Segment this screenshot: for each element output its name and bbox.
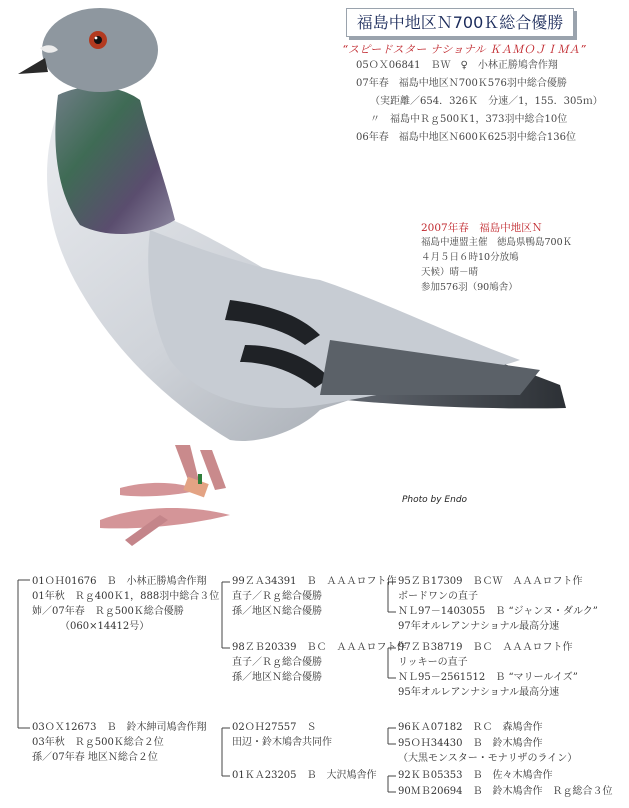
record-line: 07年春 福島中地区Ｎ700Ｋ576羽中総合優勝 bbox=[356, 78, 567, 89]
record-line: 〃 福島中Ｒｇ500Ｋ1，373羽中総合10位 bbox=[370, 114, 568, 125]
race-detail: ４月５日６時10分放鳩 bbox=[421, 252, 519, 263]
photo-credit: Photo by Endo bbox=[402, 495, 468, 505]
race-detail: 参加576羽（90鳩舎） bbox=[421, 282, 518, 293]
dds-info: 92ＫＢ05353 Ｂ 佐々木鳩舎作 bbox=[398, 770, 553, 781]
sdd-info: ＮＬ95－2561512 Ｂ “マリールイズ” 95年オルレアンナショナル最高分速 bbox=[398, 672, 578, 698]
race-detail: 天候）晴－晴 bbox=[421, 267, 479, 278]
ddd-info: 90ＭＢ20694 Ｂ 鈴木鳩舎作 Ｒｇ総合３位 bbox=[398, 786, 613, 797]
ssd-info: ＮＬ97－1403055 Ｂ “ジャンヌ・ダルク” 97年オルレアンナショナル最高分速 bbox=[398, 606, 598, 632]
record-line: 05ＯＸ06841 ＢＷ ♀ 小林正勝鳩舎作翔 bbox=[356, 60, 558, 71]
record-line: （実距離／654．326Ｋ 分速／1，155．305ｍ） bbox=[370, 96, 603, 107]
sss-info: 95ＺＢ17309 ＢＣＷ ＡＡＡロフト作 ボードワンの直子 bbox=[398, 576, 583, 602]
race-title: 2007年春 福島中地区Ｎ bbox=[421, 222, 543, 234]
dam-info: 03ＯＸ12673 Ｂ 鈴木紳司鳩舎作翔 03年秋 Ｒｇ500Ｋ総合２位 孫／07年春 地区Ｎ総合２位 bbox=[32, 722, 207, 763]
bird-name: “スピードスター ナショナル ＫＡＭＯＪＩＭＡ” bbox=[342, 43, 587, 56]
dam-dam-info: 01ＫＡ23205 Ｂ 大沢鳩舎作 bbox=[232, 770, 377, 781]
record-line: 06年春 福島中地区Ｎ600Ｋ625羽中総合136位 bbox=[356, 132, 576, 143]
sire-info: 01ＯＨ01676 Ｂ 小林正勝鳩舎作翔 01年秋 Ｒｇ400Ｋ1，888羽中総合３位 姉／07年春 Ｒｇ500Ｋ総合優勝 （060×14412号） bbox=[32, 576, 220, 632]
sire-dam-info: 98ＺＢ20339 ＢＣ ＡＡＡロフト作 直子／Ｒｇ総合優勝 孫／地区Ｎ総合優勝 bbox=[232, 642, 407, 683]
dss-info: 96ＫＡ07182 ＲＣ 森鳩舎作 bbox=[398, 722, 543, 733]
race-detail: 福島中連盟主催 徳島県鴨島700Ｋ bbox=[421, 237, 573, 248]
dam-sire-info: 02ＯＨ27557 Ｓ 田辺・鈴木鳩舎共同作 bbox=[232, 722, 332, 748]
sire-sire-info: 99ＺＡ34391 Ｂ ＡＡＡロフト作 直子／Ｒｇ総合優勝 孫／地区Ｎ総合優勝 bbox=[232, 576, 397, 617]
dsd-info: 95ＯＨ34430 Ｂ 鈴木鳩舎作 （大黒モンスター・モナリザのライン） bbox=[398, 738, 578, 764]
page-title: 福島中地区Ｎ700Ｋ総合優勝 bbox=[346, 8, 574, 37]
sds-info: 97ＺＢ38719 ＢＣ ＡＡＡロフト作 リッキーの直子 bbox=[398, 642, 573, 668]
